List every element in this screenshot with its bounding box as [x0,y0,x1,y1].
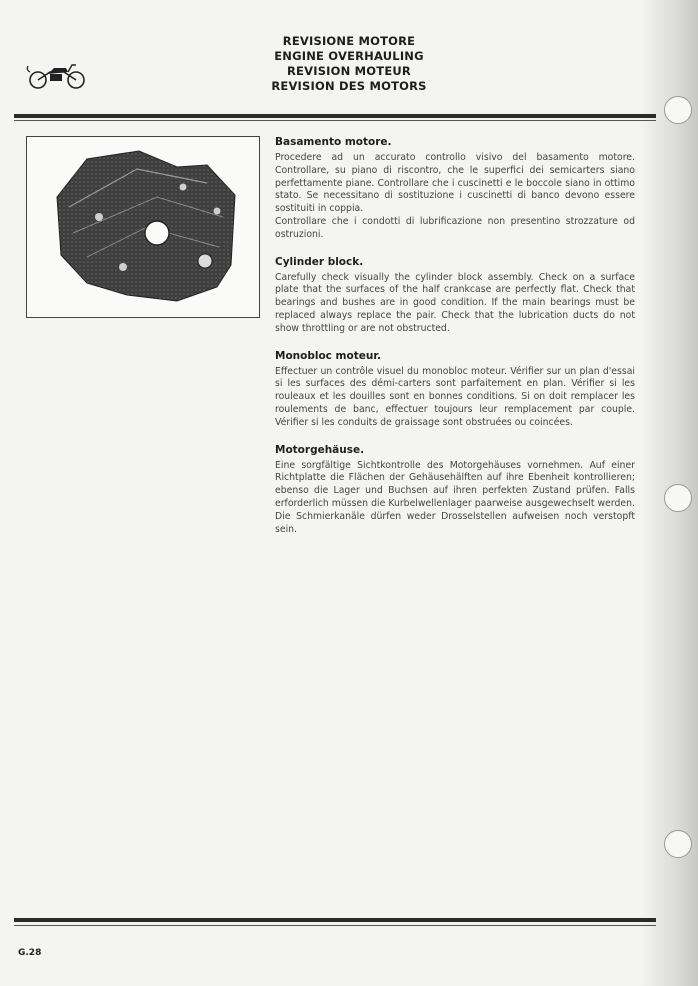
page-number: G.28 [18,948,42,958]
title-english: ENGINE OVERHAULING [274,49,424,63]
section-body: Carefully check visually the cylinder block assembly. Check on a surface plate that the surfaces of the half crankcase are perfectly flat. Check that bearings and bushes are in good condition. If the main bearings must be replaced always replace the pair. Check that the lubrication ducts do not show throttling or are not obstructed. [275,271,635,334]
section-heading: Motorgehäuse. [275,443,365,456]
crankcase-illustration [27,137,259,317]
footer-rule-thin [14,925,656,926]
title-german: REVISION DES MOTORS [271,79,427,93]
page-header [0,34,698,94]
title-french: REVISION MOTEUR [287,64,411,78]
header-rule [14,114,656,118]
section-body: Procedere ad un accurato controllo visivo del basamento motore. Controllare, su piano di riscontro, che le superfici dei semicarters siano perfettamente piane. Controllare che i cuscinetti e le boccole siano in ottimo stato. Se necessitano di sostituzione i cuscinetti di banco devono essere sostituiti in coppia. Controllare che i condotti di lubrificazione non presentino strozzature od ostruzioni. [275,152,635,240]
section-english [275,256,635,336]
section-german [275,444,635,537]
section-french [275,350,635,430]
title-italian: REVISIONE MOTORE [282,34,416,48]
header-rule-thin [14,120,656,121]
punch-hole [664,830,692,858]
section-heading: Monobloc moteur. [275,349,381,362]
section-body: Eine sorgfältige Sichtkontrolle des Motorgehäuses vornehmen. Auf einer Richtplatte die Flächen der Gehäusehälften auf ihre Ebenheit kontrollieren; ebenso die Lager und Buchsen auf ihren perfekten Zustand prüfen. Falls erforderlich müssen die Kurbelwellenlager paarweise ausgewechselt werden. Die Schmierkanäle dürfen weder Drosselstellen aufweisen noch verstopft sein. [275,459,635,535]
crankcase-figure [26,136,260,318]
section-heading: Cylinder block. [275,255,364,268]
text-column [275,136,635,550]
punch-hole [664,484,692,512]
section-italian [275,136,635,242]
section-heading: Basamento motore. [275,136,392,148]
section-body: Effectuer un contrôle visuel du monobloc moteur. Vérifier sur un plan d'essai si les surfaces des démi-carters sont parfaitement en plan. Vérifier si les rouleaux et les douilles sont en bonnes conditions. Si on doit remplacer les roulements de banc, effectuer toujours leur remplacement par couple. Vérifier si les conduits de graissage sont obstruées ou coincées. [275,365,635,428]
punch-hole [664,96,692,124]
footer-rule [14,918,656,922]
